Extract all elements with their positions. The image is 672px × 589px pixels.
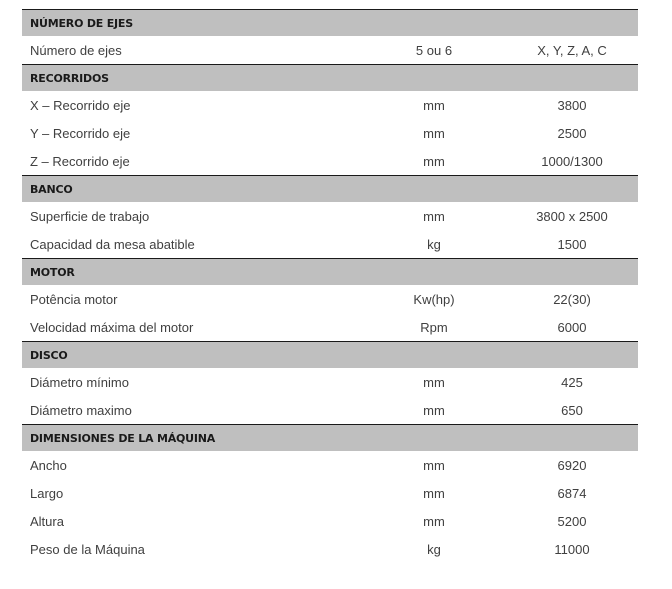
row-value: 3800 — [557, 97, 587, 113]
table-row — [22, 91, 638, 119]
section-disco — [22, 341, 638, 424]
row-value: 11000 — [554, 541, 590, 557]
row-label: Altura — [30, 513, 64, 529]
section-numero-de-ejes — [22, 9, 638, 64]
row-value: 6874 — [557, 485, 587, 501]
row-label: Diámetro mínimo — [30, 374, 129, 390]
section-header: MOTOR — [22, 258, 638, 285]
row-value: 425 — [561, 374, 583, 390]
table-row — [22, 285, 638, 313]
row-label: Peso de la Máquina — [30, 541, 145, 557]
table-row — [22, 396, 638, 424]
row-unit: kg — [427, 541, 441, 557]
spec-table — [22, 9, 638, 563]
row-value: 1500 — [557, 236, 587, 252]
row-value: 1000/1300 — [541, 153, 603, 169]
row-unit: mm — [423, 457, 445, 473]
row-label: Capacidad da mesa abatible — [30, 236, 195, 252]
row-label: Número de ejes — [30, 42, 122, 58]
row-unit: Rpm — [420, 319, 448, 335]
row-unit: mm — [423, 97, 445, 113]
row-value: 3800 x 2500 — [536, 208, 608, 224]
table-row — [22, 535, 638, 563]
table-row — [22, 202, 638, 230]
row-unit: Kw(hp) — [413, 291, 455, 307]
row-unit: mm — [423, 402, 445, 418]
section-recorridos — [22, 64, 638, 175]
row-value: X, Y, Z, A, C — [537, 42, 607, 58]
section-header: DISCO — [22, 341, 638, 368]
table-row — [22, 479, 638, 507]
section-dimensiones — [22, 424, 638, 563]
section-header: RECORRIDOS — [22, 64, 638, 91]
section-banco — [22, 175, 638, 258]
row-unit: mm — [423, 374, 445, 390]
table-row — [22, 507, 638, 535]
table-row — [22, 451, 638, 479]
row-label: Z – Recorrido eje — [30, 153, 130, 169]
row-unit: mm — [423, 485, 445, 501]
row-label: X – Recorrido eje — [30, 97, 131, 113]
section-header: BANCO — [22, 175, 638, 202]
row-value: 6000 — [557, 319, 587, 335]
table-row — [22, 119, 638, 147]
row-unit: mm — [423, 208, 445, 224]
row-label: Potência motor — [30, 291, 118, 307]
row-unit: mm — [423, 125, 445, 141]
row-value: 5200 — [557, 513, 587, 529]
table-row — [22, 313, 638, 341]
section-header: DIMENSIONES DE LA MÁQUINA — [22, 424, 638, 451]
row-label: Diámetro maximo — [30, 402, 132, 418]
row-value: 6920 — [557, 457, 587, 473]
row-value: 22(30) — [553, 291, 591, 307]
table-row — [22, 36, 638, 64]
table-row — [22, 368, 638, 396]
section-motor — [22, 258, 638, 341]
row-label: Largo — [30, 485, 64, 501]
row-unit: mm — [423, 513, 445, 529]
row-value: 2500 — [557, 125, 587, 141]
row-unit: kg — [427, 236, 441, 252]
row-label: Y – Recorrido eje — [30, 125, 131, 141]
row-label: Velocidad máxima del motor — [30, 319, 194, 335]
row-label: Superficie de trabajo — [30, 208, 150, 224]
row-unit: mm — [423, 153, 445, 169]
row-unit: 5 ou 6 — [415, 42, 453, 58]
section-header: NÚMERO DE EJES — [22, 9, 638, 36]
row-label: Ancho — [30, 457, 67, 473]
row-value: 650 — [561, 402, 583, 418]
table-row — [22, 147, 638, 175]
table-row — [22, 230, 638, 258]
